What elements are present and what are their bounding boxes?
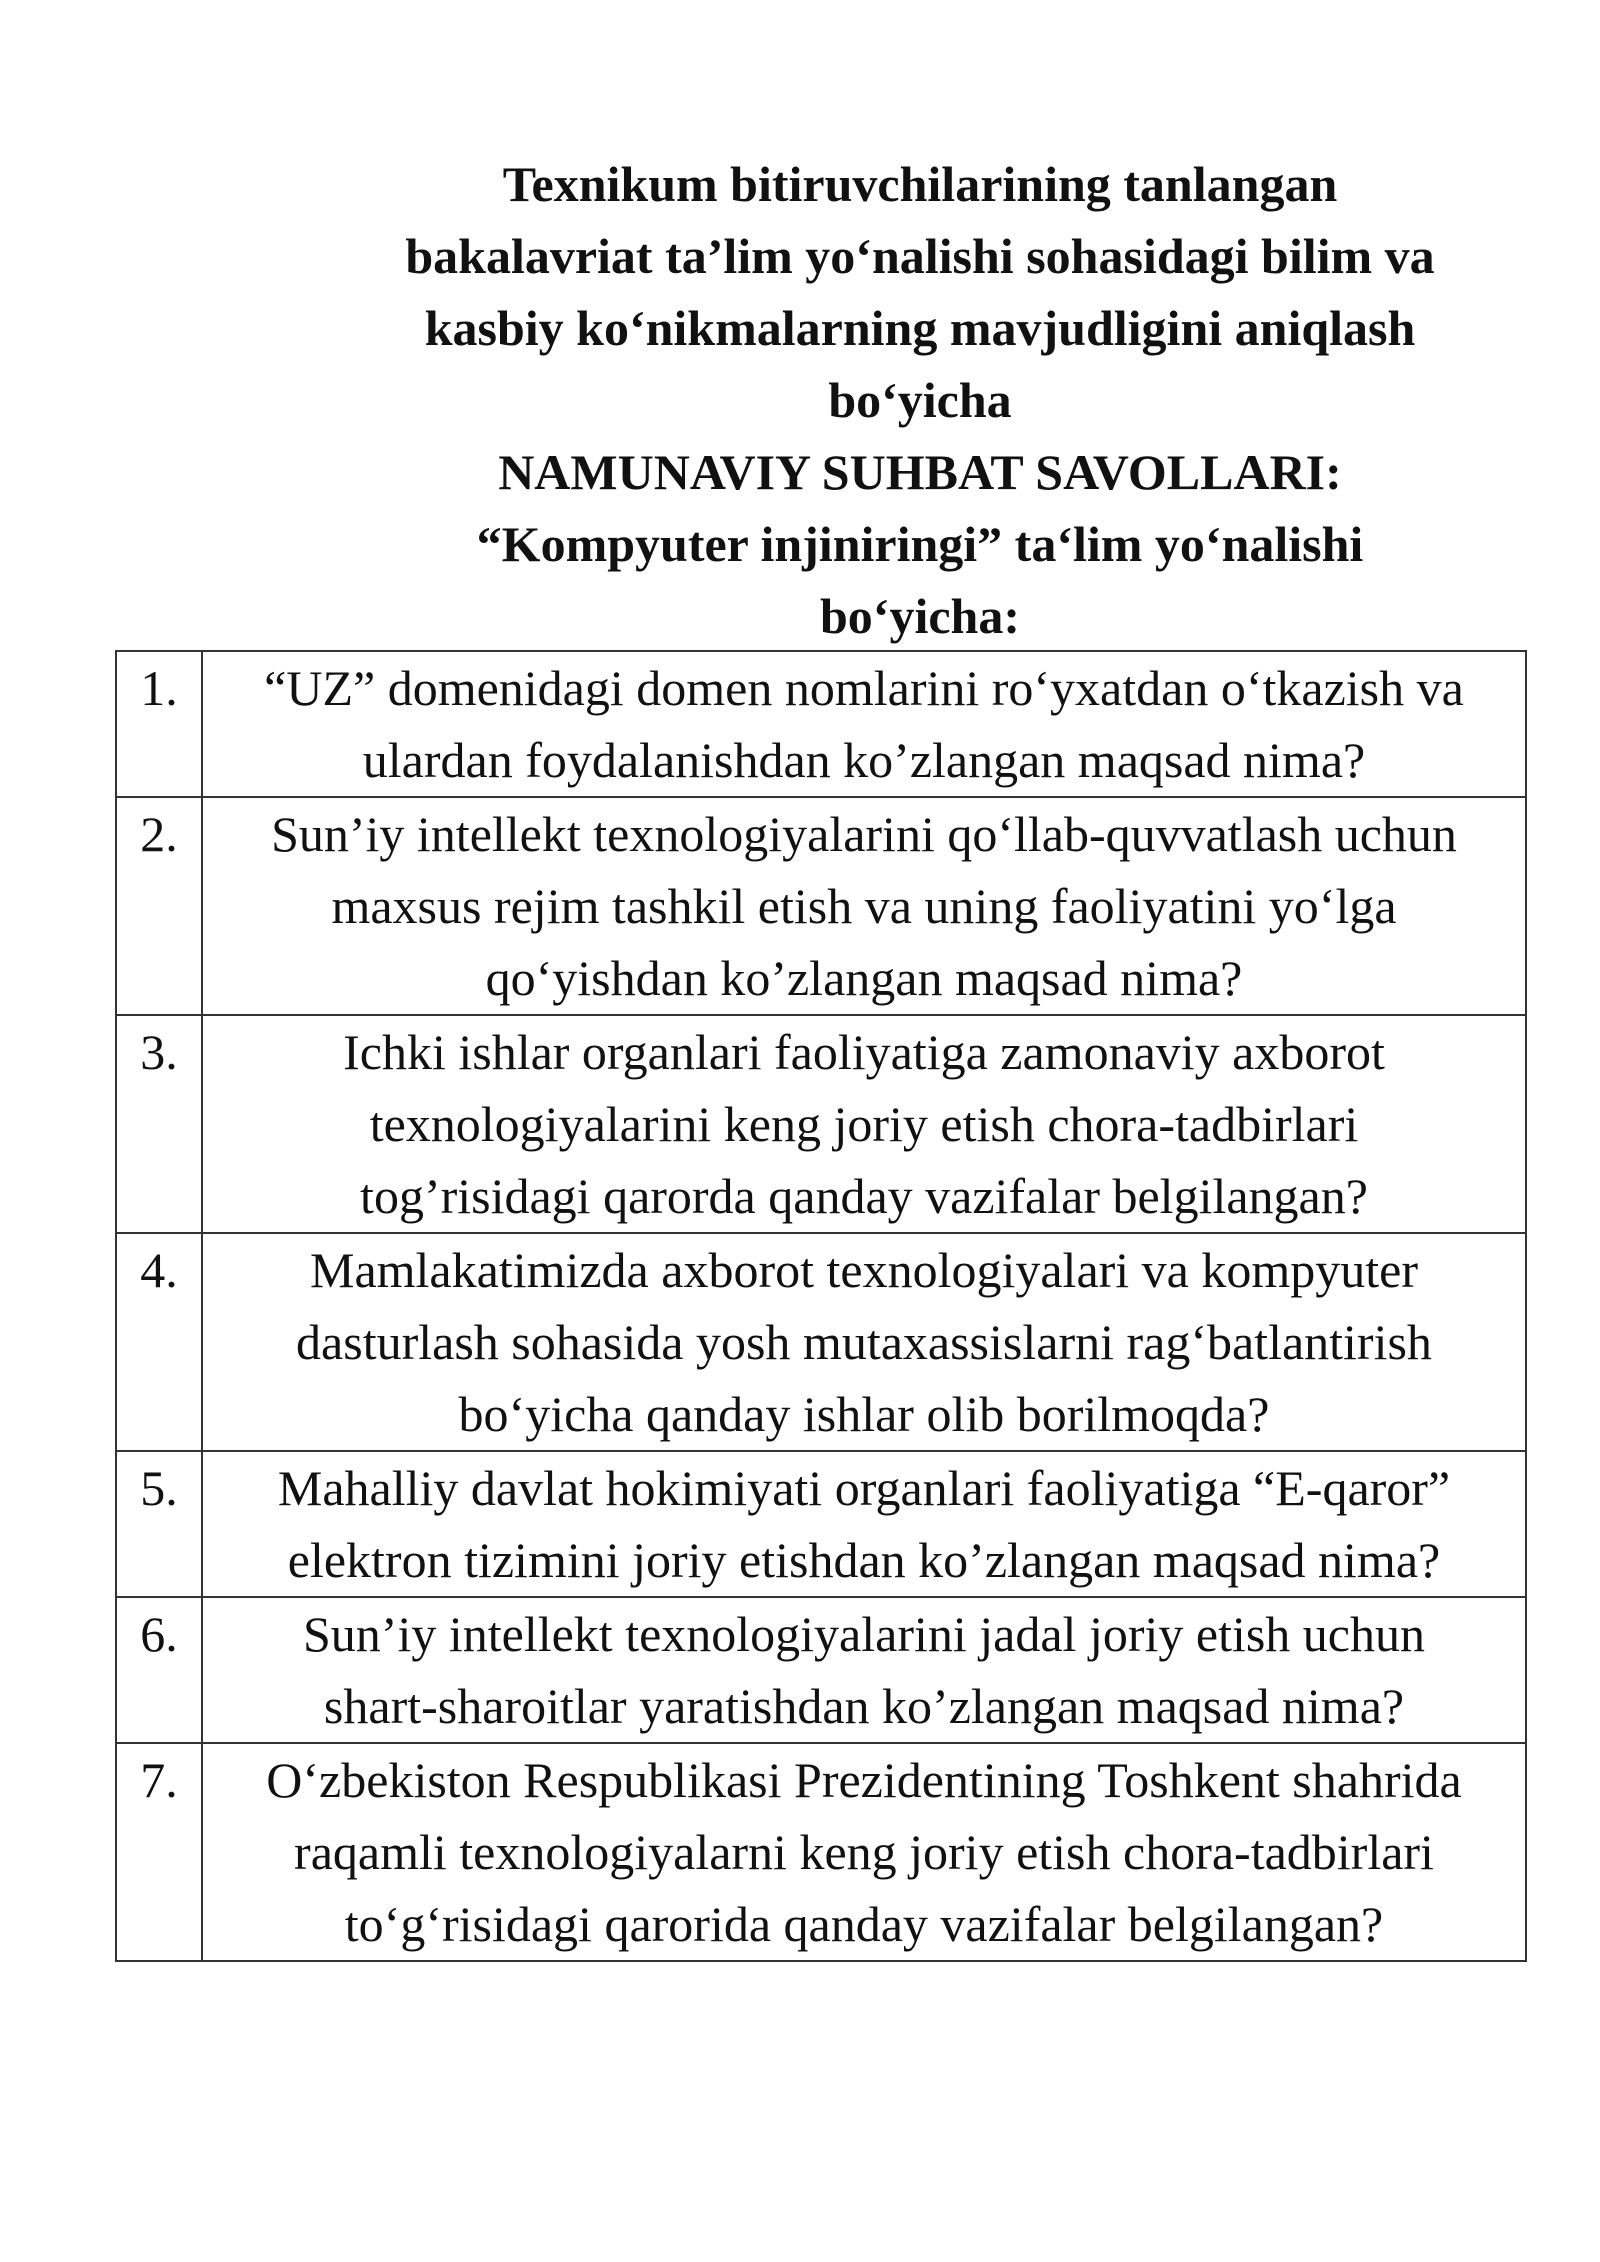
question-line: dasturlash sohasida yosh mutaxassislarni rag‘batlantirish <box>296 1314 1432 1370</box>
question-line: to‘g‘risidagi qarorida qanday vazifalar belgilangan? <box>344 1896 1384 1952</box>
question-line: raqamli texnologiyalarni keng joriy etish chora-tadbirlari <box>294 1824 1434 1880</box>
question-line: ulardan foydalanishdan ko’zlangan maqsad nima? <box>362 732 1366 788</box>
document-heading <box>360 148 1480 652</box>
table-row <box>116 1743 1526 1961</box>
table-row <box>116 797 1526 1015</box>
question-line: bo‘yicha qanday ishlar olib borilmoqda? <box>458 1386 1270 1442</box>
question-line: texnologiyalarini keng joriy etish chora-tadbirlari <box>369 1096 1359 1152</box>
question-number: 5. <box>116 1451 202 1597</box>
title-line-4: bo‘yicha <box>828 372 1012 428</box>
question-text <box>202 1451 1526 1597</box>
direction-line-1: “Kompyuter injiniringi” ta‘lim yo‘nalishi <box>476 516 1364 572</box>
question-line: Ichki ishlar organlari faoliyatiga zamonaviy axborot <box>343 1024 1385 1080</box>
question-number: 7. <box>116 1743 202 1961</box>
question-number: 2. <box>116 797 202 1015</box>
question-line: maxsus rejim tashkil etish va uning faoliyatini yo‘lga <box>331 878 1397 934</box>
question-text <box>202 1233 1526 1451</box>
question-line: shart-sharoitlar yaratishdan ko’zlangan maqsad nima? <box>323 1678 1405 1734</box>
title-line-1: Texnikum bitiruvchilarining tanlangan <box>502 156 1338 212</box>
title-line-2: bakalavriat ta’lim yo‘nalishi sohasidagi bilim va <box>405 228 1435 284</box>
question-line: tog’risidagi qarorda qanday vazifalar belgilangan? <box>360 1168 1368 1224</box>
question-number: 6. <box>116 1597 202 1743</box>
question-number: 1. <box>116 651 202 797</box>
subtitle: NAMUNAVIY SUHBAT SAVOLLARI: <box>498 444 1342 500</box>
table-row <box>116 1233 1526 1451</box>
question-line: Mamlakatimizda axborot texnologiyalari va kompyuter <box>309 1242 1418 1298</box>
question-line: qo‘yishdan ko’zlangan maqsad nima? <box>485 950 1243 1006</box>
table-row <box>116 1451 1526 1597</box>
table-row <box>116 651 1526 797</box>
question-line: Mahalliy davlat hokimiyati organlari faoliyatiga “E-qaror” <box>277 1460 1451 1516</box>
question-text <box>202 1015 1526 1233</box>
question-line: Sun’iy intellekt texnologiyalarini qo‘llab-quvvatlash uchun <box>271 806 1457 862</box>
question-line: Sun’iy intellekt texnologiyalarini jadal joriy etish uchun <box>303 1606 1425 1662</box>
question-line: O‘zbekiston Respublikasi Prezidentining Toshkent shahrida <box>266 1752 1462 1808</box>
direction-line-2: bo‘yicha: <box>820 588 1020 644</box>
question-text <box>202 1743 1526 1961</box>
table-row <box>116 1597 1526 1743</box>
question-number: 3. <box>116 1015 202 1233</box>
question-text <box>202 797 1526 1015</box>
question-number: 4. <box>116 1233 202 1451</box>
table-row <box>116 1015 1526 1233</box>
question-text <box>202 1597 1526 1743</box>
question-line: elektron tizimini joriy etishdan ko’zlangan maqsad nima? <box>287 1532 1441 1588</box>
question-text <box>202 651 1526 797</box>
question-line: “UZ” domenidagi domen nomlarini ro‘yxatdan o‘tkazish va <box>264 660 1464 716</box>
title-line-3: kasbiy ko‘nikmalarning mavjudligini aniqlash <box>424 300 1416 356</box>
questions-table <box>115 650 1527 1962</box>
